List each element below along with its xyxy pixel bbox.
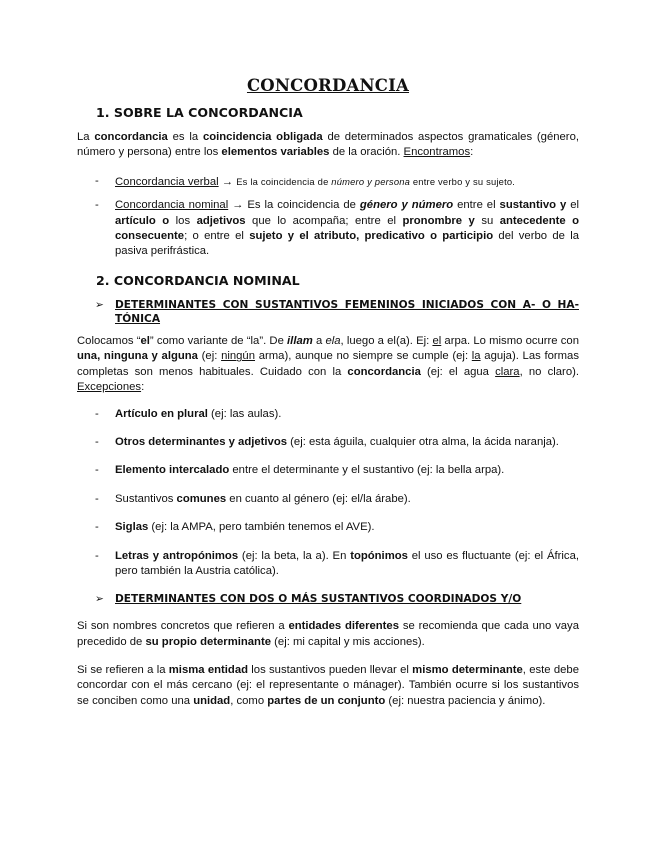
- sub2-paragraph-2: Si se refieren a la misma entidad los sustantivos pueden llevar el mismo determinante, este debe concordar con el más cercano (ej: el representante o mánager). También ocurre si los sustantivos se conciben como una unidad, como partes de un conjunto (ej: nuestra paciencia y ánimo).: [77, 663, 579, 707]
- exception-item-sustantivos-comunes: - Sustantivos comunes en cuanto al género (ej: el/la árabe).: [77, 492, 579, 507]
- exceptions-list: [77, 407, 579, 580]
- exception-item-siglas: - Siglas (ej: la AMPA, pero también tenemos el AVE).: [77, 520, 579, 535]
- document-page: [77, 76, 579, 709]
- list-item-concordancia-nominal: - Concordancia nominal → Es la coincidencia de género y número entre el sustantivo y el artículo o los adjetivos que lo acompaña; entre el pronombre y su antecedente o consecuente; o entre el sujeto y el atributo, predicativo o participio del verbo de la pasiva perifrástica.: [77, 198, 579, 260]
- sub2-paragraph-1: Si son nombres concretos que refieren a entidades diferentes se recomienda que cada uno vaya precedido de su propio determinante (ej: mi capital y mis acciones).: [77, 620, 579, 648]
- section-heading-concordancia-nominal: 2. CONCORDANCIA NOMINAL: [96, 272, 300, 288]
- arrow-bullet-icon: ➢: [95, 592, 104, 605]
- exception-item-otros-determinantes: - Otros determinantes y adjetivos (ej: esta águila, cualquier otra alma, la ácida naranja).: [77, 435, 579, 450]
- exception-item-letras-antroponimos: - Letras y antropónimos (ej: la beta, la a). En topónimos el uso es fluctuante (ej: el África, pero también la Austria católica).: [77, 549, 579, 580]
- exception-item-articulo-plural: - Artículo en plural (ej: las aulas).: [77, 407, 579, 422]
- subheading-determinantes-femeninos: ➢ DETERMINANTES CON SUSTANTIVOS FEMENINOS INICIADOS CON A- O HA-TÓNICA: [95, 298, 579, 326]
- section1-list: [77, 174, 579, 260]
- document-title: CONCORDANCIA: [246, 76, 410, 95]
- subheading-determinantes-coordinados: ➢ DETERMINANTES CON DOS O MÁS SUSTANTIVOS COORDINADOS Y/O: [95, 592, 522, 605]
- section-heading-sobre: 1. SOBRE LA CONCORDANCIA: [96, 105, 303, 120]
- arrow-bullet-icon: ➢: [95, 298, 104, 311]
- list-item-concordancia-verbal: - Concordancia verbal → Es la coincidencia de número y persona entre verbo y su sujeto.: [77, 174, 579, 190]
- section1-paragraph: La concordancia es la coincidencia obligada de determinados aspectos gramaticales (género, número y persona) entre los elementos variables de la oración. Encontramos:: [77, 131, 579, 159]
- sub1-paragraph: Colocamos “el” como variante de “la”. De illam a ela, luego a el(a). Ej: el arpa. Lo mismo ocurre con una, ninguna y alguna (ej: ningún arma), aunque no siempre se cumple (ej: la aguja). Las formas completas son menos habituales. Cuidado con la concordancia (ej: el agua clara, no claro). Excepciones:: [77, 335, 580, 394]
- exception-item-elemento-intercalado: - Elemento intercalado entre el determinante y el sustantivo (ej: la bella arpa).: [77, 463, 579, 478]
